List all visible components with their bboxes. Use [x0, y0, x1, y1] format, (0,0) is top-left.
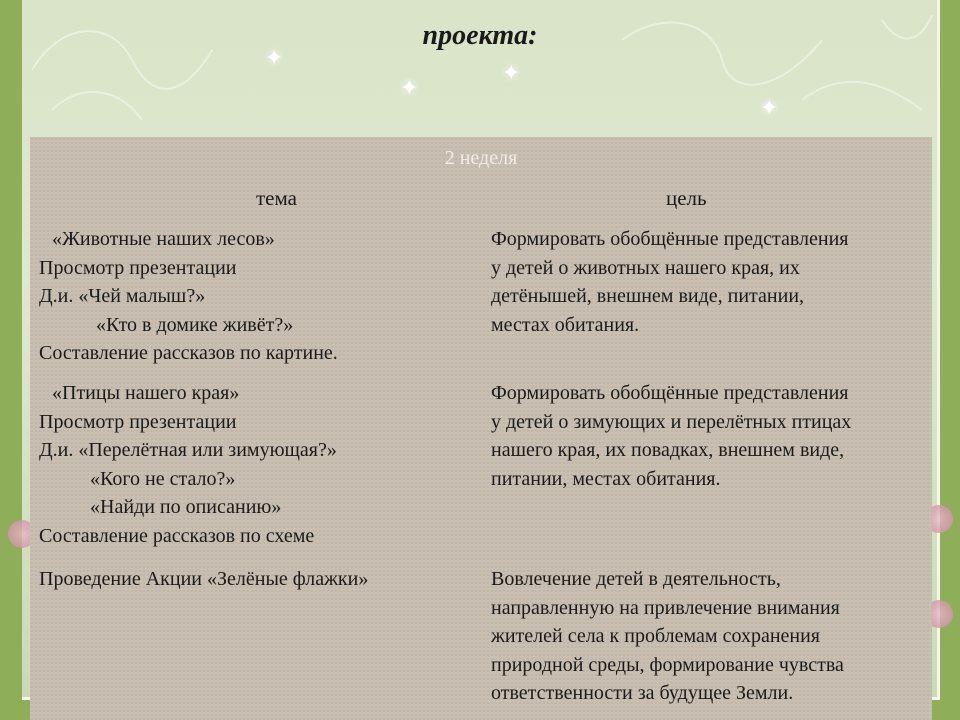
- theme-cell: [39, 379, 479, 550]
- theme-cell: [39, 565, 479, 594]
- goal-line: питании, местах обитания.: [491, 467, 721, 490]
- theme-cell: [39, 225, 479, 368]
- goal-line: Формировать обобщённые представления: [491, 228, 849, 250]
- theme-line: «Кто в домике живёт?»: [96, 313, 294, 336]
- theme-line: «Птицы нашего края»: [52, 382, 240, 404]
- theme-line: «Животные наших лесов»: [52, 228, 275, 250]
- goal-line: нашего края, их повадках, внешнем виде,: [491, 439, 845, 461]
- goal-line: детёнышей, внешнем виде, питании,: [491, 285, 805, 307]
- goal-line: природной среды, формирование чувства: [491, 653, 844, 676]
- goal-line: у детей о зимующих и перелётных птицах: [491, 410, 852, 433]
- column-header-goal: цель: [666, 186, 707, 210]
- week-header: 2 неделя: [444, 147, 518, 169]
- goal-cell: [491, 225, 923, 339]
- theme-line: Составление рассказов по схеме: [39, 524, 315, 547]
- theme-line: Просмотр презентации: [39, 256, 237, 279]
- goal-cell: [491, 379, 923, 493]
- title-text: проекта:: [422, 20, 538, 51]
- theme-line: Д.и. «Перелётная или зимующая?»: [39, 439, 337, 461]
- sparkle-icon: ✦: [502, 60, 521, 85]
- theme-line: Проведение Акции «Зелёные флажки»: [39, 568, 369, 590]
- goal-cell: [491, 565, 923, 708]
- project-plan-table: [30, 137, 932, 720]
- goal-line: жителей села к проблемам сохранения: [491, 625, 821, 647]
- goal-line: у детей о животных нашего края, их: [491, 256, 800, 279]
- goal-line: Вовлечение детей в деятельность,: [491, 568, 781, 590]
- theme-line: Составление рассказов по картине.: [39, 342, 338, 364]
- goal-line: направленную на привлечение внимания: [491, 596, 840, 619]
- theme-line: «Найди по описанию»: [90, 496, 282, 518]
- theme-line: «Кого не стало?»: [90, 467, 236, 490]
- goal-line: местах обитания.: [491, 313, 640, 336]
- sparkle-icon: ✦: [760, 95, 779, 120]
- goal-line: Формировать обобщённые представления: [491, 382, 849, 404]
- sparkle-icon: ✦: [400, 75, 419, 100]
- column-header-theme: тема: [256, 186, 297, 210]
- goal-line: ответственности за будущее Земли.: [491, 682, 794, 704]
- sparkle-icon: ✦: [265, 45, 284, 70]
- theme-line: Просмотр презентации: [39, 410, 237, 433]
- theme-line: Д.и. «Чей малыш?»: [39, 285, 206, 307]
